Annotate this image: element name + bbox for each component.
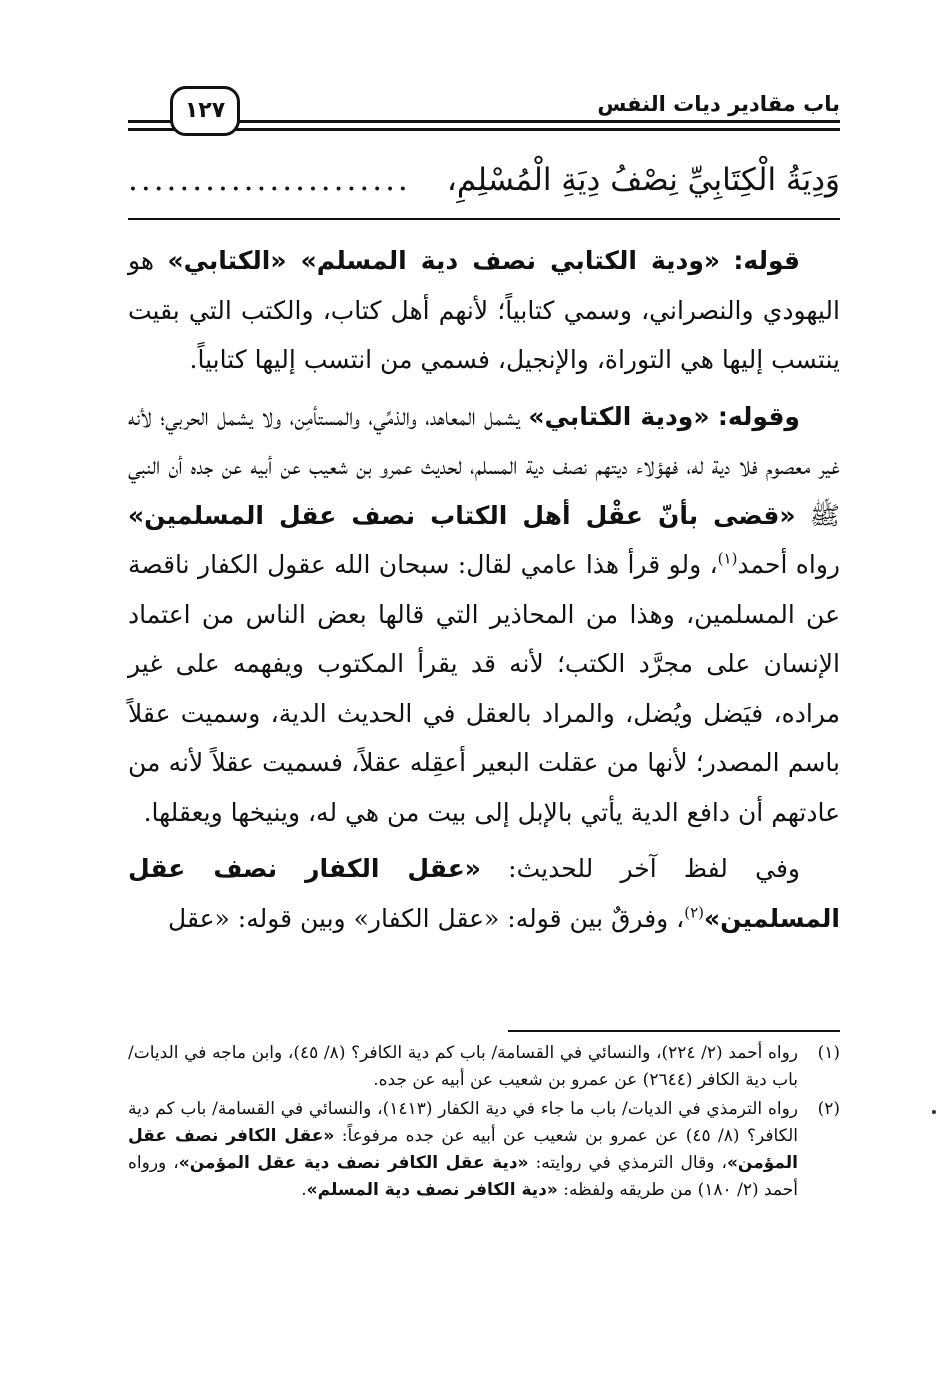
- chapter-title: باب مقادير ديات النفس: [597, 92, 840, 116]
- footnote-ref-2[interactable]: (٢): [684, 903, 705, 922]
- lead-word: وقوله:: [717, 401, 800, 431]
- footnote-quote: «عقل الكافر نصف عقل المؤمن»: [128, 1126, 799, 1173]
- footnote-ref-1[interactable]: (١): [717, 549, 738, 568]
- paragraph-1: [128, 236, 840, 385]
- quoted-matn: «ودية الكتابي نصف دية المسلم» «الكتابي»: [167, 246, 721, 275]
- matn-separator: [128, 218, 840, 220]
- lead-word: قوله:: [733, 246, 801, 275]
- matn-text: وَدِيَةُ الْكِتَابِيِّ نِصْفُ دِيَةِ الْمُسْلِمِ،: [446, 162, 840, 198]
- paragraph-text: رواه أحمد: [737, 550, 840, 579]
- footnote-quote: «دية الكافر نصف دية المسلم»: [306, 1180, 558, 1200]
- margin-mark: [932, 1110, 936, 1114]
- quoted-matn: «ودية الكتابي»: [528, 401, 710, 431]
- footnote-text: .: [301, 1180, 307, 1200]
- footnote-quote: «دية عقل الكافر نصف دية عقل المؤمن»: [178, 1153, 529, 1173]
- footnote-1: [128, 1040, 840, 1094]
- paragraph-text: وفي لفظ آخر للحديث:: [480, 854, 801, 883]
- matn-dots: ......................: [128, 162, 411, 198]
- hadith-quote: «عقل الكفار نصف عقل المسلمين»: [128, 854, 840, 933]
- page-number: ١٢٧: [170, 86, 240, 136]
- paragraph-3: [128, 844, 840, 943]
- footnote-text: ، وقال الترمذي في روايته:: [528, 1153, 727, 1173]
- footnotes: [128, 1040, 840, 1206]
- paragraph-text: يشمل المعاهد، والذمِّي، والمستأمِن، ولا يشمل الحربي؛ لأنه غير معصوم فلا دية له، فهؤلاء ديتهم نصف دية المسلم، لحديث عمرو بن شعيب عن أبيه عن جده أن النبي ﷺ: [128, 401, 840, 530]
- matn-line: [128, 150, 840, 210]
- paragraph-text: هو اليهودي والنصراني، وسمي كتابياً؛ لأنهم أهل كتاب، والكتب التي بقيت ينتسب إليها هي التوراة، والإنجيل، فسمي من انتسب إليها كتابياً.: [128, 246, 840, 374]
- footnote-text: ، ورواه أحمد (٢/ ١٨٠) من طريقه ولفظه:: [128, 1153, 798, 1200]
- footnote-2: [128, 1096, 840, 1204]
- footnote-separator: [508, 1030, 840, 1032]
- paragraph-text: ، ولو قرأ هذا عامي لقال: سبحان الله عقول الكفار ناقصة عن المسلمين، وهذا من المحاذير التي قالها بعض الناس من اعتماد الإنسان على مجرَّد الكتب؛ لأنه قد يقرأ المكتوب ويفهمه على غير مراده، فيَضل ويُضل، والمراد بالعقل في الحديث الدية، وسميت عقلاً باسم المصدر؛ لأنها من عقلت البعير أعقِله عقلاً، فسميت عقلاً لأنه من عادتهم أن دافع الدية يأتي بالإبل إلى بيت من هي له، وينيخها ويعقلها.: [128, 550, 840, 827]
- footnote-number: (١): [817, 1043, 840, 1063]
- footnote-number: (٢): [817, 1099, 840, 1119]
- hadith-quote: «قضى بأنّ عقْل أهل الكتاب نصف عقل المسلمين»: [128, 500, 796, 530]
- running-header: [128, 86, 840, 146]
- paragraph-2: [128, 392, 840, 838]
- commentary-body: [128, 236, 840, 950]
- footnote-text: رواه الترمذي في الديات/ باب ما جاء في دية الكفار (١٤١٣)، والنسائي في القسامة/ باب كم دية الكافر؟ (٨/ ٤٥) عن عمرو بن شعيب عن أبيه عن جده مرفوعاً:: [128, 1099, 798, 1146]
- footnote-text: رواه أحمد (٢/ ٢٢٤)، والنسائي في القسامة/ باب كم دية الكافر؟ (٨/ ٤٥)، وابن ماجه في الديات/ باب دية الكافر (٢٦٤٤) عن عمرو بن شعيب عن أبيه عن جده.: [128, 1043, 798, 1090]
- paragraph-text: ، وفرقٌ بين قوله: «عقل الكفار» وبين قوله: «عقل: [168, 903, 685, 933]
